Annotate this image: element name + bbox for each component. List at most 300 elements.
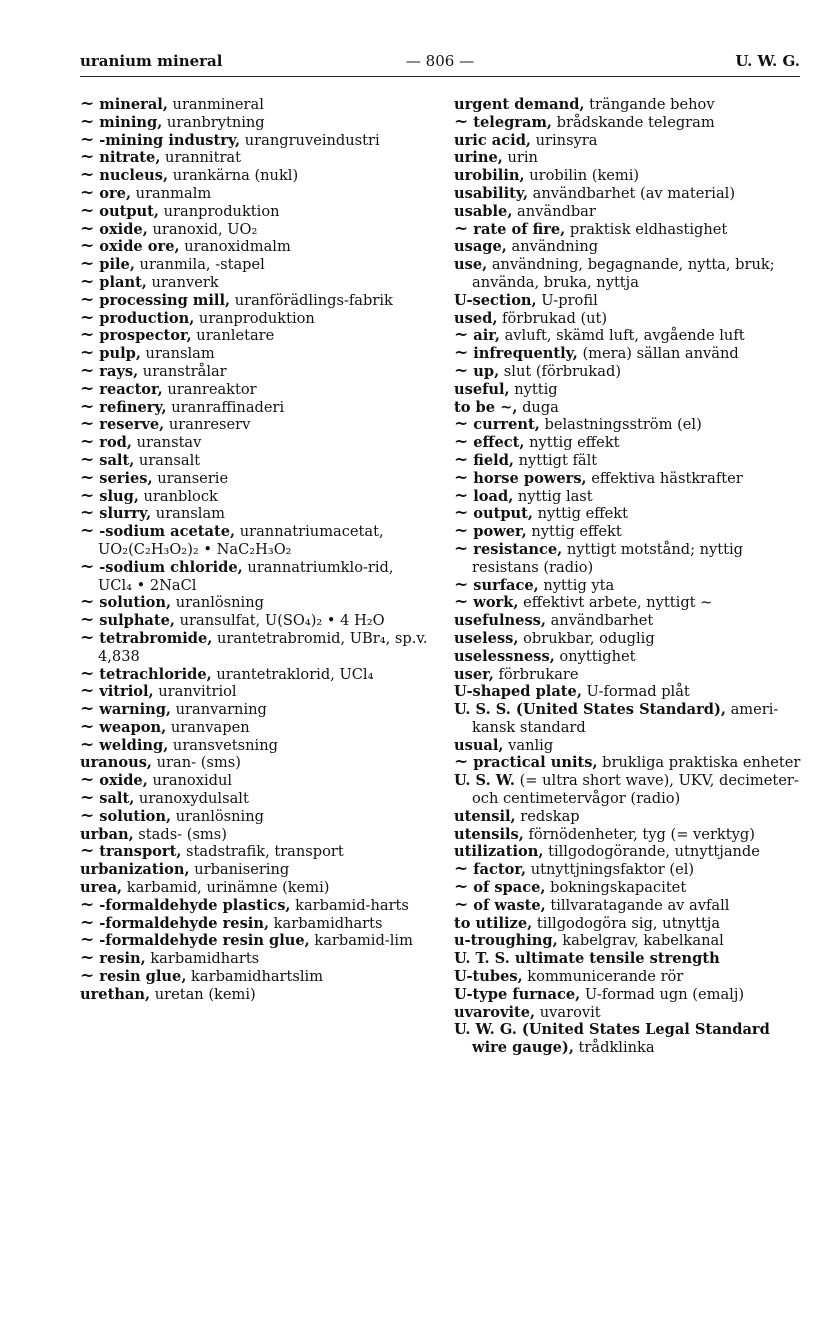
dictionary-entry [454, 449, 804, 470]
entry-translation: uranraffinaderi [166, 398, 285, 416]
dictionary-entry [454, 986, 804, 1004]
entry-headword: usability, [454, 184, 529, 202]
entry-translation: nyttig [509, 380, 558, 398]
entry-headword: use, [454, 256, 488, 274]
entry-headword: prospector, [99, 327, 192, 345]
dictionary-entry [454, 1004, 804, 1022]
entry-translation: nyttig effekt [532, 505, 628, 523]
tilde-symbol: ~ [80, 254, 95, 275]
dictionary-entry [80, 594, 432, 612]
dictionary-entry [454, 523, 804, 541]
entry-headword: output, [473, 505, 533, 523]
entry-translation: urankärna (nukl) [168, 167, 299, 185]
entry-headword: resin glue, [99, 968, 187, 986]
tilde-symbol: ~ [80, 912, 95, 933]
tilde-symbol: ~ [80, 894, 95, 915]
dictionary-entry [80, 238, 432, 256]
header-rule [80, 76, 800, 77]
entry-headword: field, [473, 451, 514, 469]
entry-translation: användning [506, 238, 599, 256]
entry-translation: vanlig [503, 736, 554, 754]
tilde-symbol: ~ [80, 556, 95, 577]
entry-headword: resin, [99, 950, 146, 968]
entry-translation: brådskande telegram [551, 113, 715, 131]
entry-headword: uric acid, [454, 131, 531, 149]
dictionary-entry [80, 485, 432, 506]
dictionary-entry [454, 968, 804, 986]
tilde-symbol: ~ [80, 129, 95, 150]
entry-headword: series, [99, 469, 153, 487]
tilde-symbol: ~ [80, 218, 95, 239]
entry-headword: processing mill, [99, 291, 231, 309]
tilde-symbol: ~ [80, 396, 95, 417]
left-column [80, 96, 432, 1004]
tilde-symbol: ~ [454, 485, 469, 506]
entry-headword: utilization, [454, 843, 544, 861]
tilde-symbol: ~ [80, 147, 95, 168]
tilde-symbol: ~ [80, 94, 95, 114]
dictionary-entry [80, 271, 432, 292]
entry-headword: production, [99, 309, 195, 327]
page-number: — 806 — [405, 52, 475, 70]
tilde-symbol: ~ [80, 948, 95, 969]
dictionary-entry [454, 932, 804, 950]
tilde-symbol: ~ [80, 841, 95, 862]
entry-headword: reactor, [99, 380, 163, 398]
dictionary-entry [454, 1021, 804, 1057]
entry-translation: obrukbar, oduglig [518, 629, 655, 647]
entry-headword: mining, [99, 113, 163, 131]
entry-headword: usage, [454, 238, 507, 256]
dictionary-entry [80, 434, 432, 452]
tilde-symbol: ~ [454, 360, 469, 381]
tilde-symbol: ~ [80, 592, 95, 613]
entry-headword: rod, [99, 434, 132, 452]
dictionary-entry [454, 345, 804, 363]
entry-translation: U-profil [536, 291, 598, 309]
dictionary-entry [454, 772, 804, 808]
entry-translation: tillgodogöra sig, utnyttja [532, 914, 721, 932]
entry-translation: förbrukad (ut) [497, 309, 608, 327]
entry-headword: U. S. S. (United States Standard), [454, 701, 726, 719]
entry-headword: effect, [473, 434, 525, 452]
entry-translation: ameri-kansk standard [472, 701, 779, 736]
dictionary-entry [80, 663, 432, 684]
entry-translation: uranserie [152, 469, 229, 487]
entry-headword: uselessness, [454, 647, 555, 665]
dictionary-entry [80, 627, 432, 666]
dictionary-entry [80, 449, 432, 470]
entry-headword: U-tubes, [454, 968, 523, 986]
dictionary-entry [454, 203, 804, 221]
entry-translation: effektiva hästkrafter [586, 469, 743, 487]
entry-translation: uranlösning [171, 594, 264, 612]
entry-translation: uranlösning [171, 807, 264, 825]
entry-headword: to utilize, [454, 914, 533, 932]
entry-translation: nyttigt fält [513, 451, 598, 469]
entry-translation: urin [502, 149, 538, 167]
entry-translation: urinsyra [530, 131, 598, 149]
dictionary-entry [80, 843, 432, 861]
tilde-symbol: ~ [80, 610, 95, 631]
entry-headword: -sodium acetate, [99, 523, 236, 541]
entry-headword: U. T. S. ultimate tensile strength [454, 950, 720, 968]
tilde-symbol: ~ [454, 503, 469, 524]
tilde-symbol: ~ [454, 521, 469, 542]
entry-translation: urantetrabromid, UBr₄, sp.v. 4,838 [98, 629, 428, 665]
entry-headword: up, [473, 362, 500, 380]
entry-translation: uranreaktor [162, 380, 257, 398]
entry-headword: U-type furnace, [454, 985, 581, 1003]
entry-translation: brukliga praktiska enheter [597, 754, 801, 772]
dictionary-entry [454, 485, 804, 506]
dictionary-entry [454, 950, 804, 968]
entry-headword: urban, [80, 825, 134, 843]
dictionary-entry [80, 683, 432, 701]
entry-headword: air, [473, 327, 500, 345]
tilde-symbol: ~ [80, 414, 95, 435]
entry-translation: praktisk eldhastighet [565, 220, 728, 238]
entry-headword: sulphate, [99, 612, 175, 630]
dictionary-entry [454, 111, 804, 132]
dictionary-entry [80, 826, 432, 844]
entry-headword: utensils, [454, 825, 524, 843]
entry-translation: urbanisering [189, 861, 290, 879]
entry-translation: uranförädlings-fabrik [230, 291, 393, 309]
tilde-symbol: ~ [80, 236, 95, 257]
dictionary-entry [80, 612, 432, 630]
dictionary-entry [454, 894, 804, 915]
tilde-symbol: ~ [80, 271, 95, 292]
dictionary-entry [454, 630, 804, 648]
entry-headword: resistance, [473, 540, 563, 558]
entry-translation: uransvetsning [168, 736, 278, 754]
entry-headword: urine, [454, 149, 503, 167]
entry-translation: användbar [512, 202, 596, 220]
tilde-symbol: ~ [80, 930, 95, 951]
entry-headword: tetrachloride, [99, 665, 212, 683]
entry-translation: slut (förbrukad) [499, 362, 622, 380]
entry-translation: effektivt arbete, nyttigt ~ [518, 594, 713, 612]
entry-translation: nyttig effekt [524, 434, 620, 452]
dictionary-entry [454, 218, 804, 239]
entry-translation: uranstrålar [138, 362, 227, 380]
dictionary-entry [80, 523, 432, 559]
dictionary-entry [454, 737, 804, 755]
dictionary-entry [80, 734, 432, 755]
dictionary-entry [80, 345, 432, 363]
right-column [454, 96, 804, 1057]
tilde-symbol: ~ [80, 663, 95, 684]
dictionary-entry [454, 467, 804, 488]
entry-headword: ore, [99, 184, 132, 202]
entry-translation: uranproduktion [158, 202, 280, 220]
entry-headword: rate of fire, [473, 220, 566, 238]
entry-translation: förnödenheter, tyg (= verktyg) [523, 825, 755, 843]
dictionary-entry [80, 505, 432, 523]
dictionary-entry [454, 754, 804, 772]
tilde-symbol: ~ [80, 182, 95, 203]
entry-translation: urannatriumklo-rid, UCl₄ • 2NaCl [98, 558, 394, 594]
entry-translation: uranoxid, UO₂ [147, 220, 258, 238]
tilde-symbol: ~ [80, 503, 95, 524]
tilde-symbol: ~ [454, 111, 469, 132]
entry-translation: nyttig yta [538, 576, 615, 594]
tilde-symbol: ~ [454, 592, 469, 613]
entry-translation: uransalt [134, 451, 201, 469]
entry-headword: slug, [99, 487, 139, 505]
dictionary-entry [454, 434, 804, 452]
dictionary-entry [80, 805, 432, 826]
entry-headword: refinery, [99, 398, 167, 416]
entry-translation: karbamidharts [145, 950, 260, 968]
entry-translation: uran- (sms) [152, 754, 241, 772]
dictionary-entry [80, 861, 432, 879]
entry-headword: oxide ore, [99, 238, 180, 256]
tilde-symbol: ~ [80, 716, 95, 737]
entry-translation: karbamidharts [269, 914, 383, 932]
entry-translation: uranoxydulsalt [134, 790, 249, 808]
entry-headword: U. S. W. [454, 772, 515, 790]
tilde-symbol: ~ [80, 467, 95, 488]
entry-headword: uranous, [80, 754, 153, 772]
dictionary-entry [454, 149, 804, 167]
entry-headword: U-shaped plate, [454, 683, 582, 701]
entry-translation: uranletare [191, 327, 275, 345]
tilde-symbol: ~ [80, 681, 95, 702]
entry-headword: useful, [454, 380, 510, 398]
entry-headword: reserve, [99, 416, 165, 434]
entry-translation: bokningskapacitet [545, 879, 687, 897]
entry-translation: redskap [515, 807, 580, 825]
entry-headword: -formaldehyde plastics, [99, 896, 291, 914]
entry-headword: urea, [80, 879, 123, 897]
dictionary-entry [80, 289, 432, 310]
entry-translation: tillvaratagande av avfall [545, 896, 730, 914]
dictionary-entry [454, 574, 804, 595]
dictionary-entry [454, 879, 804, 897]
tilde-symbol: ~ [80, 966, 95, 987]
entry-headword: practical units, [473, 754, 598, 772]
entry-translation: urobilin (kemi) [524, 167, 640, 185]
entry-headword: salt, [99, 790, 135, 808]
dictionary-entry [80, 968, 432, 986]
entry-translation: tillgodogörande, utnyttjande [543, 843, 760, 861]
tilde-symbol: ~ [454, 414, 469, 435]
tilde-symbol: ~ [454, 574, 469, 595]
entry-headword: output, [99, 202, 159, 220]
tilde-symbol: ~ [454, 894, 469, 915]
entry-headword: salt, [99, 451, 135, 469]
tilde-symbol: ~ [80, 307, 95, 328]
dictionary-entry [454, 185, 804, 203]
entry-translation: utnyttjningsfaktor (el) [526, 861, 695, 879]
tilde-symbol: ~ [80, 788, 95, 809]
entry-translation: onyttighet [554, 647, 636, 665]
entry-headword: -formaldehyde resin glue, [99, 932, 310, 950]
entry-translation: karbamid, urinämne (kemi) [122, 879, 330, 897]
tilde-symbol: ~ [80, 378, 95, 399]
dictionary-entry [80, 307, 432, 328]
entry-headword: vitriol, [99, 683, 154, 701]
tilde-symbol: ~ [80, 734, 95, 755]
dictionary-entry [80, 894, 432, 915]
entry-headword: U. W. G. (United States Legal Standard wire gauge), [454, 1021, 770, 1057]
entry-translation: urannitrat [160, 149, 241, 167]
dictionary-entry [454, 683, 804, 701]
entry-translation: nyttig last [513, 487, 593, 505]
dictionary-entry [454, 132, 804, 150]
entry-translation: uransulfat, U(SO₄)₂ • 4 H₂O [175, 612, 385, 630]
entry-headword: warning, [99, 701, 172, 719]
dictionary-entry [454, 648, 804, 666]
dictionary-entry [454, 416, 804, 434]
dictionary-entry [454, 292, 804, 310]
tilde-symbol: ~ [80, 343, 95, 364]
entry-translation: trådklinka [573, 1039, 655, 1057]
entry-headword: to be ~, [454, 398, 518, 416]
entry-headword: usable, [454, 202, 513, 220]
header-right-guideword: U. W. G. [735, 52, 800, 70]
tilde-symbol: ~ [80, 627, 95, 648]
entry-translation: urantetraklorid, UCl₄ [211, 665, 374, 683]
entry-translation: stads- (sms) [133, 825, 227, 843]
entry-headword: U-section, [454, 291, 537, 309]
entry-headword: used, [454, 309, 498, 327]
tilde-symbol: ~ [454, 467, 469, 488]
entry-translation: uranvapen [166, 718, 250, 736]
dictionary-entry [80, 96, 432, 114]
entry-headword: user, [454, 665, 494, 683]
entry-headword: -sodium chloride, [99, 558, 243, 576]
entry-translation: uranvarning [171, 701, 267, 719]
dictionary-entry [80, 912, 432, 933]
dictionary-entry [454, 808, 804, 826]
entry-headword: utensil, [454, 807, 516, 825]
dictionary-entry [454, 505, 804, 523]
dictionary-entry [80, 986, 432, 1004]
tilde-symbol: ~ [80, 432, 95, 453]
entry-translation: uranmineral [167, 96, 264, 113]
dictionary-entry [80, 416, 432, 434]
dictionary-entry [80, 200, 432, 221]
tilde-symbol: ~ [454, 432, 469, 453]
entry-translation: karbamid-harts [290, 896, 409, 914]
dictionary-entry [80, 182, 432, 203]
entry-translation: användning, begagnande, nytta, bruk; använda, bruka, nyttja [472, 256, 775, 291]
entry-headword: oxide, [99, 772, 148, 790]
dictionary-entry [454, 666, 804, 684]
entry-headword: oxide, [99, 220, 148, 238]
dictionary-entry [80, 556, 432, 595]
dictionary-entry [454, 310, 804, 328]
tilde-symbol: ~ [80, 805, 95, 826]
dictionary-entry [80, 790, 432, 808]
entry-translation: uranverk [146, 273, 219, 291]
entry-headword: power, [473, 523, 527, 541]
entry-translation: uvarovit [535, 1003, 601, 1021]
entry-translation: (= ultra short wave), UKV, decimeter- och centimetervågor (radio) [472, 772, 799, 808]
dictionary-entry [454, 238, 804, 256]
dictionary-entry [454, 594, 804, 612]
dictionary-entry [80, 129, 432, 150]
entry-translation: karbamid-lim [309, 932, 413, 950]
entry-headword: horse powers, [473, 469, 587, 487]
entry-translation: stadstrafik, transport [181, 843, 344, 861]
header-left-guideword: uranium mineral [80, 52, 223, 70]
dictionary-entry [454, 256, 804, 292]
dictionary-entry [80, 772, 432, 790]
entry-translation: uranmila, -stapel [134, 256, 265, 274]
entry-headword: welding, [99, 736, 169, 754]
dictionary-entry [80, 396, 432, 417]
entry-headword: slurry, [99, 505, 152, 523]
entry-headword: useless, [454, 629, 519, 647]
entry-translation: urangruveindustri [240, 131, 380, 149]
entry-translation: U-formad plåt [581, 683, 690, 701]
tilde-symbol: ~ [80, 325, 95, 346]
dictionary-entry [80, 467, 432, 488]
entry-translation: uranslam [140, 345, 215, 363]
entry-headword: pulp, [99, 345, 141, 363]
dictionary-entry [454, 96, 804, 114]
entry-headword: of waste, [473, 896, 546, 914]
dictionary-entry [80, 932, 432, 950]
entry-translation: uranmalm [131, 184, 212, 202]
entry-translation: nyttigt motstånd; nyttig resistans (radio) [472, 540, 744, 576]
tilde-symbol: ~ [454, 877, 469, 898]
dictionary-entry [80, 716, 432, 737]
entry-translation: uranoxidul [147, 772, 233, 790]
entry-headword: load, [473, 487, 514, 505]
tilde-symbol: ~ [80, 289, 95, 310]
entry-headword: current, [473, 416, 540, 434]
dictionary-entry [80, 111, 432, 132]
dictionary-entry [80, 218, 432, 239]
dictionary-entry [80, 950, 432, 968]
entry-headword: urethan, [80, 985, 151, 1003]
dictionary-entry [80, 327, 432, 345]
entry-translation: uranreserv [164, 416, 251, 434]
entry-headword: -mining industry, [99, 131, 241, 149]
tilde-symbol: ~ [454, 538, 469, 559]
dictionary-entry [454, 167, 804, 185]
entry-headword: telegram, [473, 113, 552, 131]
dictionary-entry [454, 360, 804, 381]
entry-translation: urannatriumacetat, UO₂(C₂H₃O₂)₂ • NaC₂H₃O₂ [98, 523, 384, 558]
dictionary-entry [454, 843, 804, 861]
entry-headword: urobilin, [454, 167, 525, 185]
entry-translation: (mera) sällan använd [577, 345, 739, 363]
dictionary-entry [454, 399, 804, 417]
entry-translation: uranproduktion [194, 309, 315, 327]
tilde-symbol: ~ [80, 449, 95, 470]
dictionary-entry [80, 256, 432, 274]
entry-translation: uranbrytning [162, 113, 265, 131]
entry-headword: urbanization, [80, 861, 190, 879]
tilde-symbol: ~ [454, 449, 469, 470]
entry-headword: transport, [99, 843, 182, 861]
dictionary-entry [80, 378, 432, 399]
tilde-symbol: ~ [454, 859, 469, 880]
entry-headword: plant, [99, 273, 147, 291]
dictionary-entry [454, 538, 804, 577]
entry-headword: rays, [99, 362, 139, 380]
dictionary-entry [80, 701, 432, 719]
entry-headword: -formaldehyde resin, [99, 914, 270, 932]
entry-headword: urgent demand, [454, 96, 585, 113]
entry-headword: work, [473, 594, 519, 612]
